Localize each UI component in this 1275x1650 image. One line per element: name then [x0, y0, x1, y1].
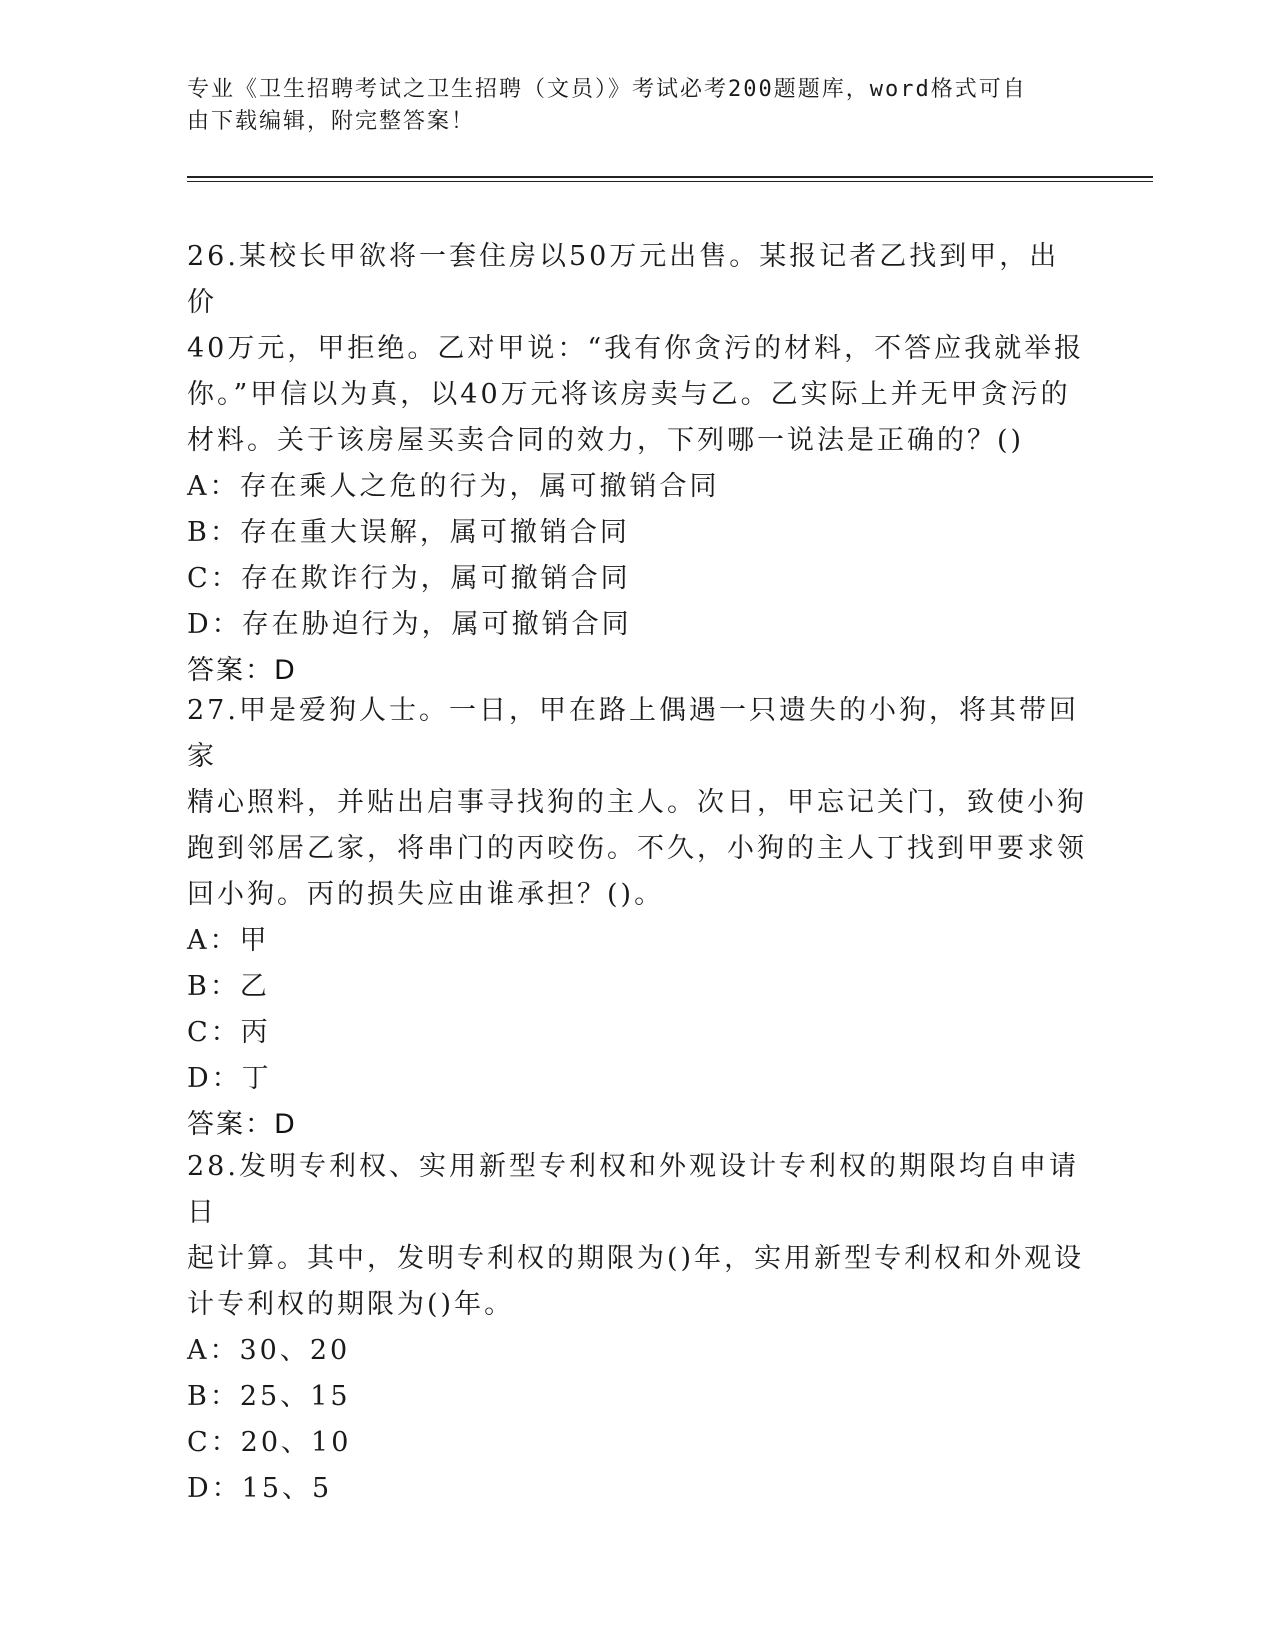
option-c: C：20、10 [187, 1427, 352, 1458]
question-text-line: 材料。关于该房屋买卖合同的效力，下列哪一说法是正确的？() [187, 425, 1025, 456]
header-title-line-2: 由下载编辑，附完整答案！ [187, 109, 476, 134]
header-title-line-1: 专业《卫生招聘考试之卫生招聘（文员）》考试必考200题题库，word格式可自 [187, 77, 1027, 102]
question-text-line: 26.某校长甲欲将一套住房以50万元出售。某报记者乙找到甲，出价 [187, 241, 1060, 318]
option-d: D：丁 [187, 1063, 272, 1094]
option-c: C：存在欺诈行为，属可撤销合同 [187, 563, 631, 594]
answer-label: 答案：D [187, 655, 297, 686]
question-text-line: 你。”甲信以为真，以40万元将该房卖与乙。乙实际上并无甲贪污的 [187, 379, 1071, 410]
question-28 [187, 1144, 1087, 1512]
option-a: A：甲 [187, 925, 270, 956]
option-d: D：存在胁迫行为，属可撤销合同 [187, 609, 632, 640]
header-divider-thin [187, 181, 1153, 182]
question-text-line: 40万元，甲拒绝。乙对甲说：“我有你贪污的材料，不答应我就举报 [187, 333, 1085, 364]
option-b: B：存在重大误解，属可撤销合同 [187, 517, 630, 548]
question-text-line: 回小狗。丙的损失应由谁承担？()。 [187, 879, 665, 910]
answer-label: 答案：D [187, 1109, 297, 1140]
option-a: A：存在乘人之危的行为，属可撤销合同 [187, 471, 720, 502]
option-a: A：30、20 [187, 1335, 351, 1366]
header-divider-thick [187, 176, 1153, 178]
question-text-line: 计专利权的期限为()年。 [187, 1289, 515, 1320]
document-header [187, 74, 1067, 138]
option-d: D：15、5 [187, 1473, 333, 1504]
option-b: B：乙 [187, 971, 270, 1002]
question-26 [187, 234, 1087, 694]
question-27 [187, 688, 1087, 1148]
option-b: B：25、15 [187, 1381, 351, 1412]
question-text-line: 精心照料，并贴出启事寻找狗的主人。次日，甲忘记关门，致使小狗 [187, 787, 1087, 818]
question-text-line: 跑到邻居乙家，将串门的丙咬伤。不久，小狗的主人丁找到甲要求领 [187, 833, 1087, 864]
option-c: C：丙 [187, 1017, 271, 1048]
question-text-line: 起计算。其中，发明专利权的期限为()年，实用新型专利权和外观设 [187, 1243, 1085, 1274]
question-text-line: 27.甲是爱狗人士。一日，甲在路上偶遇一只遗失的小狗，将其带回家 [187, 695, 1079, 772]
question-text-line: 28.发明专利权、实用新型专利权和外观设计专利权的期限均自申请日 [187, 1151, 1079, 1228]
